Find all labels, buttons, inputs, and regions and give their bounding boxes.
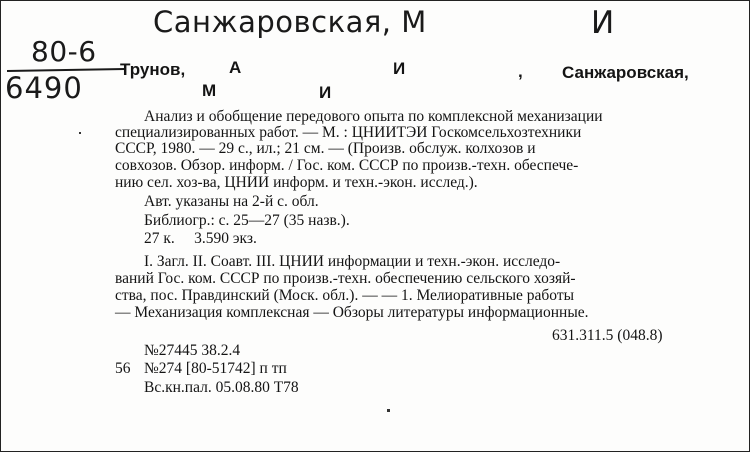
- footer-order-number: №274 [80-51742] п тп: [144, 360, 287, 377]
- tracing-line: — Механизация комплексная — Обзоры литературы информационные.: [115, 304, 589, 321]
- handwritten-title: Санжаровская, М: [153, 5, 427, 39]
- heading-author2: Санжаровская,: [562, 63, 689, 82]
- tracing-line: I. Загл. II. Соавт. III. ЦНИИ информации и техн.-экон. исследо-: [144, 253, 561, 270]
- heading-author2-initial2: И: [319, 83, 332, 102]
- description-line: специализированных работ. — М. : ЦНИИТЭИ Госкомсельхозтехники: [115, 124, 582, 141]
- description-line: совхозов. Обзор. информ. / Гос. ком. СССР по произв.-техн. обеспече-: [115, 157, 579, 174]
- speck-mark: [79, 132, 81, 134]
- description-line: Анализ и обобщение передового опыта по комплексной механизации: [144, 108, 603, 125]
- footer-chamber-date: Вс.кн.пал. 05.08.80 Т78: [144, 379, 299, 396]
- heading-comma: ,: [518, 62, 523, 81]
- note-authors: Авт. указаны на 2-й с. обл.: [144, 193, 319, 210]
- classification-number: 631.311.5 (048.8): [552, 327, 663, 344]
- note-bibliography: Библиогр.: с. 25—27 (35 назв.).: [144, 212, 350, 229]
- speck-mark: [387, 409, 390, 412]
- note-price-copies: 27 к. 3.590 экз.: [144, 230, 257, 247]
- heading-author1: Трунов,: [120, 60, 186, 79]
- heading-author1-initial1: А: [229, 58, 242, 77]
- description-line: нию сел. хоз-ва, ЦНИИ информ. и техн.-экон. исслед.).: [115, 174, 478, 191]
- description-line: СССР, 1980. — 29 с., ил.; 21 см. — (Произв. обслуж. колхозов и: [115, 140, 536, 157]
- handwritten-shelfmark: 80-6: [31, 35, 97, 68]
- tracing-line: ства, пос. Правдинский (Моск. обл.). — — 1. Мелиоративные работы: [115, 287, 575, 304]
- heading-author2-initial1: М: [202, 81, 217, 100]
- handwritten-initial: И: [591, 5, 616, 41]
- footer-line-prefix: 56: [115, 360, 131, 377]
- tracing-line: ваний Гос. ком. СССР по произв.-техн. обеспечению сельского хозяй-: [115, 270, 576, 287]
- footer-record-number: №27445 38.2.4: [144, 342, 241, 359]
- heading-author1-initial2: И: [393, 59, 406, 78]
- handwritten-inventory-number: 6490: [5, 71, 83, 105]
